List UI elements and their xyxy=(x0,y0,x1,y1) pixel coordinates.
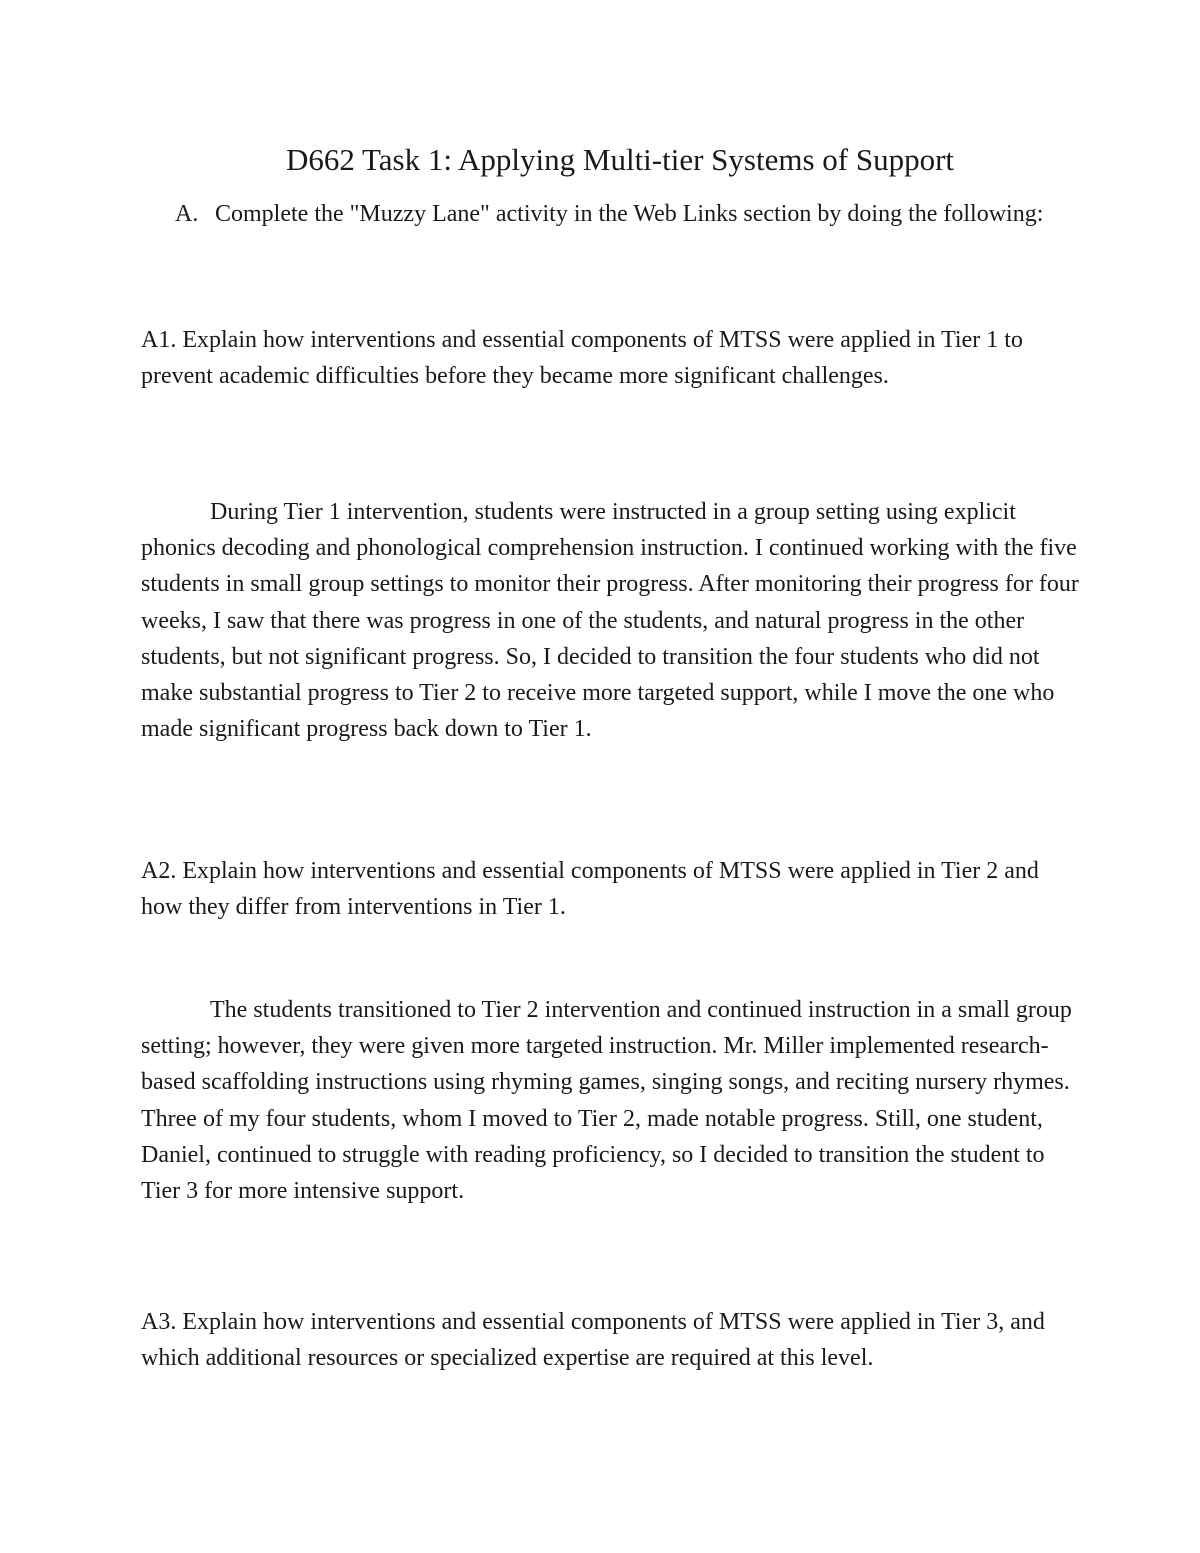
list-item-text: Complete the "Muzzy Lane" activity in the Web Links section by doing the following: xyxy=(215,201,1044,227)
answer-a2: The students transitioned to Tier 2 intervention and continued instruction in a small group setting; however, they were given more targeted instruction. Mr. Miller implemented research-based scaffolding instructions using rhyming games, singing songs, and reciting nursery rhymes. Three of my four students, whom I moved to Tier 2, made notable progress. Still, one student, Daniel, continued to struggle with reading proficiency, so I decided to transition the student to Tier 3 for more intensive support. xyxy=(141,997,1072,1205)
document-title: D662 Task 1: Applying Multi-tier Systems of Support xyxy=(285,142,955,177)
question-a3: A3. Explain how interventions and essential components of MTSS were applied in Tier 3, and which additional resources or specialized expertise are required at this level. xyxy=(141,1309,1045,1372)
question-a2: A2. Explain how interventions and essential components of MTSS were applied in Tier 2 and how they differ from interventions in Tier 1. xyxy=(141,858,1039,921)
list-item-a xyxy=(141,196,1081,232)
answer-a1: During Tier 1 intervention, students were instructed in a group setting using explicit phonics decoding and phonological comprehension instruction. I continued working with the five students in small group settings to monitor their progress. After monitoring their progress for four weeks, I saw that there was progress in one of the students, and natural progress in the other students, but not significant progress. So, I decided to transition the four students who did not make substantial progress to Tier 2 to receive more targeted support, while I move the one who made significant progress back down to Tier 1. xyxy=(141,499,1079,743)
list-marker: A. xyxy=(175,201,199,227)
question-a1: A1. Explain how interventions and essential components of MTSS were applied in Tier 1 to prevent academic difficulties before they became more significant challenges. xyxy=(141,327,1023,390)
